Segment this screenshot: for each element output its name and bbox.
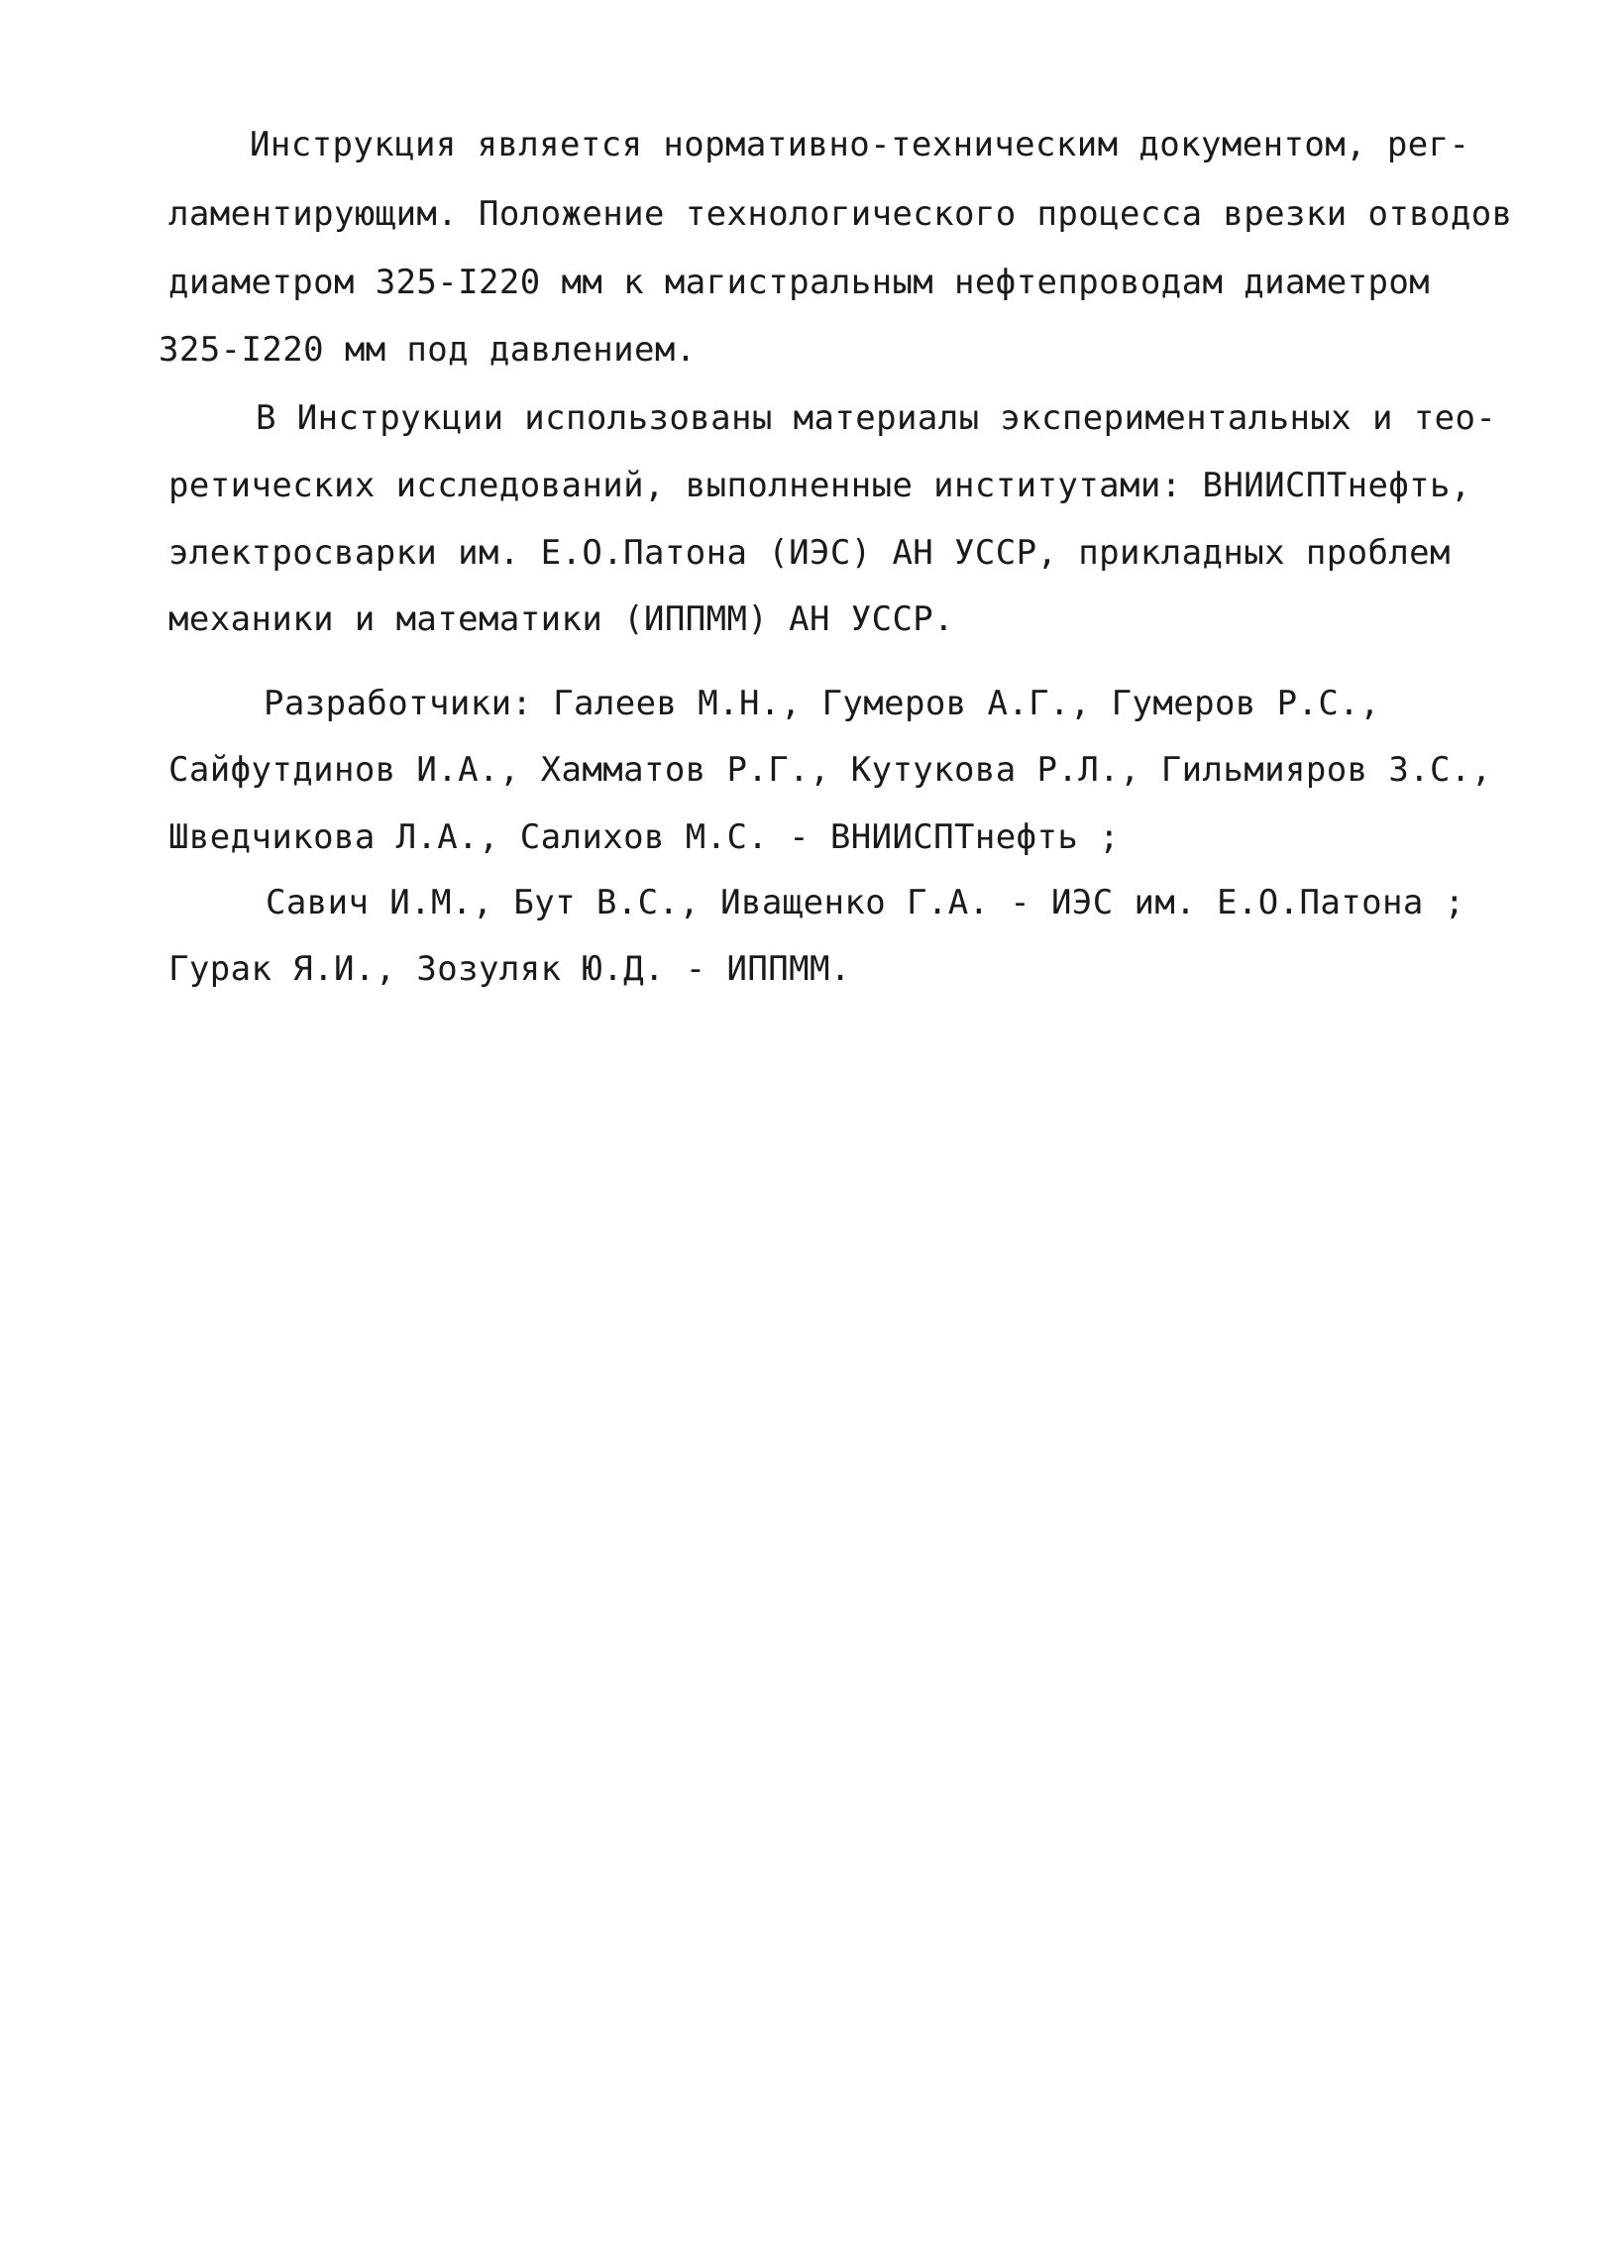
paragraph-2-line-1: В Инструкции использованы материалы экспериментальных и тео- [256,398,1497,438]
paragraph-1-line-1: Инструкция является нормативно-техническим документом, рег- [250,125,1470,164]
paragraph-1-line-2: ламентирующим. Положение технологического процесса врезки отводов [168,194,1513,234]
paragraph-2-line-4: механики и математики (ИППММ) АН УССР. [168,599,955,639]
developers-line-3: Шведчикова Л.А., Салихов М.С. - ВНИИСПТнефть ; [168,817,1121,857]
paragraph-1-line-4: 325-I220 мм под давлением. [159,330,697,370]
developers-line-1: Разработчики: Галеев М.Н., Гумеров А.Г., Гумеров Р.С., [264,684,1380,723]
paragraph-1-line-3: диаметром 325-I220 мм к магистральным нефтепроводам диаметром [168,263,1431,302]
paragraph-2-line-3: электросварки им. Е.О.Патона (ИЭС) АН УССР, прикладных проблем [168,533,1451,573]
developers-line-2: Сайфутдинов И.А., Хамматов Р.Г., Кутукова Р.Л., Гильмияров З.С., [168,750,1492,790]
developers-line-5: Гурак Я.И., Зозуляк Ю.Д. - ИППММ. [168,949,851,989]
developers-line-4: Савич И.М., Бут В.С., Иващенко Г.А. - ИЭС им. Е.О.Патона ; [266,883,1465,922]
paragraph-2-line-2: ретических исследований, выполненные институтами: ВНИИСПТнефть, [168,466,1471,505]
